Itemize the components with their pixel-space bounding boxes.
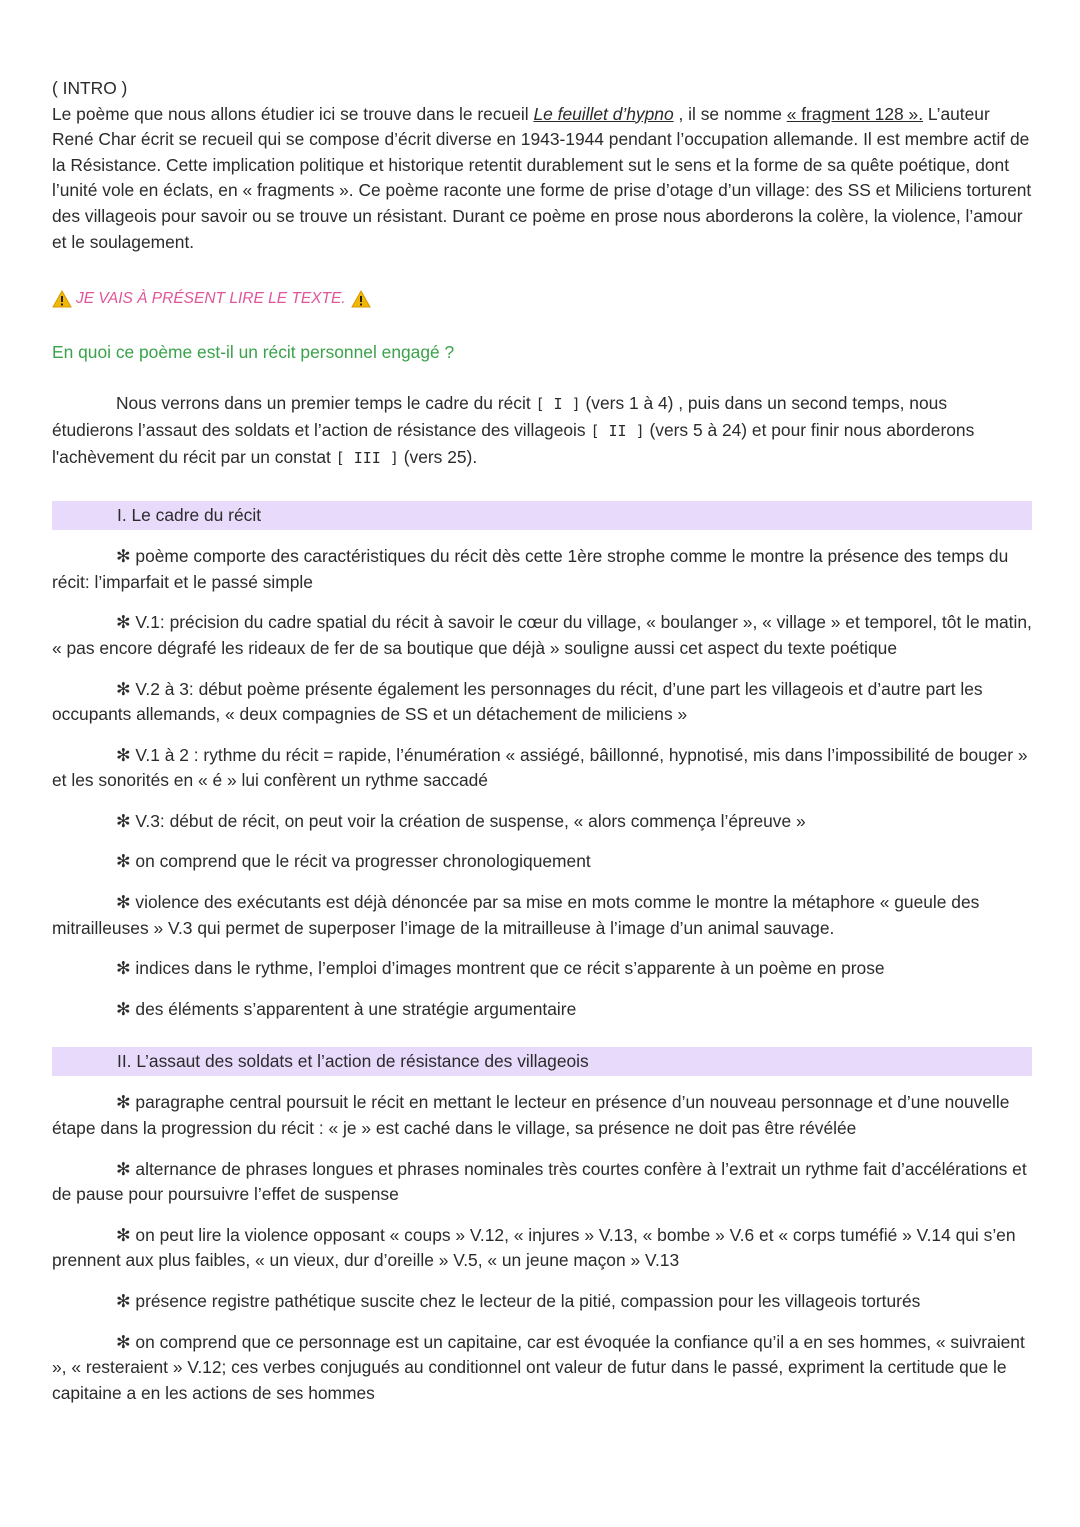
bullet-item: ✻ V.1: précision du cadre spatial du récit à savoir le cœur du village, « boulanger », « village » et temporel, tôt le matin, « pas encore dégrafé les rideaux de fer de sa boutique que déjà » souligne aussi cet aspect du texte poétique bbox=[52, 612, 1032, 658]
warning-icon bbox=[351, 290, 371, 308]
plan-text: (vers 5 à 24) et pour finir nous aborderons l'achèvement du récit par un constat bbox=[52, 419, 975, 467]
bullet-item: ✻ on peut lire la violence opposant « coups » V.12, « injures » V.13, « bombe » V.6 et « corps tuméfié » V.14 qui s’en prennent aux plus faibles, « un vieux, dur d’oreille » V.5, « un jeune maçon » V.13 bbox=[52, 1224, 1016, 1271]
plan-marker: [ III ] bbox=[335, 448, 399, 467]
intro-text-b: , il se nomme bbox=[673, 103, 787, 124]
bullet-item: ✻ présence registre pathétique suscite chez le lecteur de la pitié, compassion pour les villageois torturés bbox=[116, 1291, 921, 1311]
bullet-item: ✻ paragraphe central poursuit le récit en mettant le lecteur en présence d’un nouveau personnage et d’une nouvelle étape dans la progression du récit : « je » est caché dans le village, sa présence ne doit pas être révélée bbox=[52, 1092, 1010, 1139]
section-1-bullets bbox=[52, 544, 1032, 1022]
problematic-question: En quoi ce poème est-il un récit personnel engagé ? bbox=[52, 341, 455, 362]
bullet-item: ✻ V.2 à 3: début poème présente également les personnages du récit, d’une part les villageois et d’autre part les occupants allemands, « deux compagnies de SS et un détachement de miliciens » bbox=[52, 678, 983, 725]
intro-heading: ( INTRO ) bbox=[52, 78, 128, 98]
section-heading-1: I. Le cadre du récit bbox=[52, 501, 1032, 530]
plan-paragraph bbox=[52, 391, 1032, 471]
bullet-item: ✻ indices dans le rythme, l’emploi d’images montrent que ce récit s’apparente à un poème en prose bbox=[116, 958, 885, 979]
bullet-item: ✻ poème comporte des caractéristiques du récit dès cette 1ère strophe comme le montre la présence des temps du récit: l’imparfait et le passé simple bbox=[52, 546, 1009, 592]
bullet-item: ✻ on comprend que ce personnage est un capitaine, car est évoquée la confiance qu’il a en ses hommes, « suivraient », « resteraient » V.12; ces verbes conjugués au conditionnel ont valeur de futur dans le passé, expriment la certitude que le capitaine a en les actions de ses hommes bbox=[52, 1331, 1025, 1403]
warning-icon bbox=[52, 290, 72, 308]
section-heading-2: II. L’assaut des soldats et l’action de résistance des villageois bbox=[52, 1047, 1032, 1076]
plan-text: Nous verrons dans un premier temps le cadre du récit bbox=[116, 393, 536, 414]
bullet-item: ✻ alternance de phrases longues et phrases nominales très courtes confère à l’extrait un rythme fait d’accélérations et de pause pour poursuivre l’effet de suspense bbox=[52, 1158, 1027, 1205]
bullet-item: ✻ V.1 à 2 : rythme du récit = rapide, l’énumération « assiégé, bâillonné, hypnotisé, mis dans l’impossibilité de bouger » et les sonorités en « é » lui confèrent un rythme saccadé bbox=[52, 744, 1028, 791]
plan-text: (vers 1 à 4) , puis dans un second temps, nous étudierons l’assaut des soldats et l’action de résistance des villageois bbox=[52, 393, 948, 440]
plan-text: (vers 25). bbox=[398, 446, 478, 467]
intro-text-c: L’auteur René Char écrit se recueil qui se compose d’écrit diverse en 1943-1944 pendant l’occupation allemande. Il est membre actif de la Résistance. Cette implication politique et historique retentit durablement sut le sens et la forme de sa quête poétique, dont l’unité vole en éclats, en « fragments ». Ce poème raconte une forme de prise d’otage d’un village: des SS et Miliciens torturent des villageois pour savoir ou se trouve un résistant. Durant ce poème en prose nous aborderons la colère, la violence, l’amour et le soulagement. bbox=[52, 103, 1032, 252]
bullet-item: ✻ V.3: début de récit, on peut voir la création de suspense, « alors commença l’épreuve » bbox=[116, 810, 806, 831]
intro-text-a: Le poème que nous allons étudier ici se trouve dans le recueil bbox=[52, 103, 534, 124]
document-page bbox=[52, 76, 1032, 1406]
bullet-item: ✻ des éléments s’apparentent à une stratégie argumentaire bbox=[116, 998, 577, 1019]
section-2-bullets bbox=[52, 1090, 1032, 1406]
fragment-title: « fragment 128 ». bbox=[786, 103, 924, 124]
book-title: Le feuillet d’hypno bbox=[533, 103, 674, 124]
bullet-item: ✻ violence des exécutants est déjà dénoncée par sa mise en mots comme le montre la métaphore « gueule des mitrailleuses » V.3 qui permet de superposer l’image de la mitrailleuse à l’image d’un animal sauvage. bbox=[52, 892, 980, 938]
intro-paragraph bbox=[52, 102, 1032, 256]
bullet-item: ✻ on comprend que le récit va progresser chronologiquement bbox=[116, 851, 591, 872]
plan-marker: [ I ] bbox=[535, 395, 581, 414]
warning-text: JE VAIS À PRÉSENT LIRE LE TEXTE. bbox=[76, 290, 346, 308]
reading-warning bbox=[52, 286, 1032, 312]
plan-marker: [ II ] bbox=[590, 421, 645, 440]
